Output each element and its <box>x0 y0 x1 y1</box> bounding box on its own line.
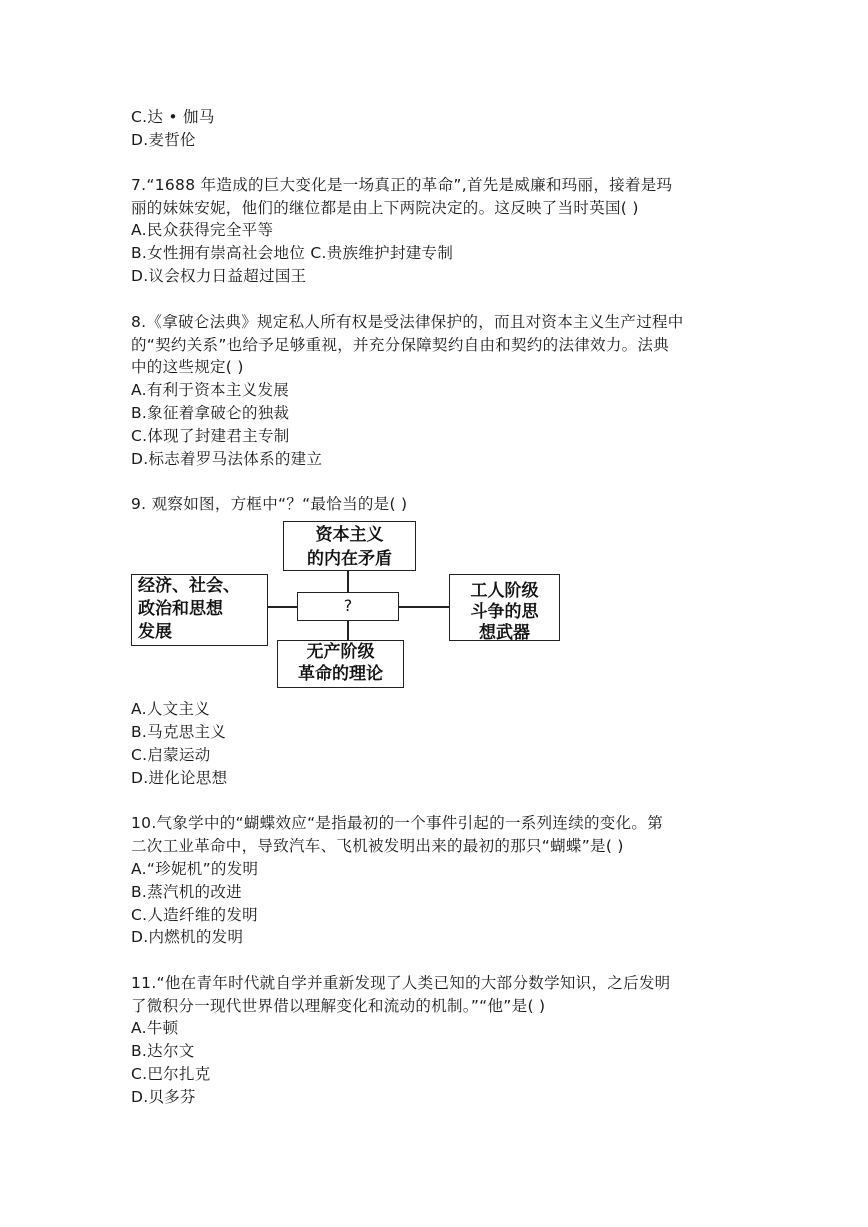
box-top-line-1: 资本主义 <box>315 525 384 545</box>
box-left-line-3: 发展 <box>138 622 172 642</box>
concept-diagram <box>131 521 563 689</box>
text-line: 10.气象学中的“蝴蝶效应“是指最初的一个事件引起的一系列连续的变化。第 <box>131 814 664 832</box>
text-line: 的“契约关系”也给予足够重视，并充分保障契约自由和契约的法律效力。法典 <box>131 336 670 354</box>
box-right-line-3: 想武器 <box>479 623 530 643</box>
text-line: 8.《拿破仑法典》规定私人所有权是受法律保护的，而且对资本主义生产过程中 <box>131 313 684 331</box>
box-bottom <box>277 640 404 688</box>
box-left-line-2: 政治和思想 <box>138 599 223 619</box>
box-top-line-2: 的内在矛盾 <box>307 549 392 569</box>
text-line: B.女性拥有崇高社会地位 C.贵族维护封建专制 <box>131 244 454 262</box>
text-line: 二次工业革命中，导致汽车、飞机被发明出来的最初的那只“蝴蝶”是( ) <box>131 837 624 855</box>
connector-right <box>399 606 449 608</box>
text-line: A.有利于资本主义发展 <box>131 381 290 399</box>
text-line: A.人文主义 <box>131 700 211 718</box>
text-line: 了微积分一现代世界借以理解变化和流动的机制。”“他”是( ) <box>131 997 546 1015</box>
box-left-line-1: 经济、社会、 <box>138 576 240 596</box>
connector-left <box>268 606 297 608</box>
text-line: C.启蒙运动 <box>131 746 211 764</box>
box-bottom-line-2: 革命的理论 <box>298 664 383 684</box>
box-top <box>283 521 416 571</box>
text-line: D.进化论思想 <box>131 769 228 787</box>
text-line: 丽的妹妹安妮，他们的继位都是由上下两院决定的。这反映了当时英国( ) <box>131 199 639 217</box>
text-line: B.象征着拿破仑的独裁 <box>131 404 290 422</box>
box-bottom-line-1: 无产阶级 <box>306 642 375 662</box>
text-line: B.马克思主义 <box>131 723 227 741</box>
text-line: A.“珍妮机”的发明 <box>131 860 259 878</box>
text-line: D.麦哲伦 <box>131 131 196 149</box>
text-line: D.议会权力日益超过国王 <box>131 267 307 285</box>
connector-top <box>347 571 349 592</box>
box-left <box>131 574 268 646</box>
text-line: C.体现了封建君主专制 <box>131 427 290 445</box>
text-line: 9. 观察如图，方框中“？“最恰当的是( ) <box>131 495 408 513</box>
text-line: B.达尔文 <box>131 1042 195 1060</box>
text-line: D.标志着罗马法体系的建立 <box>131 450 323 468</box>
box-right-line-1: 工人阶级 <box>470 581 539 601</box>
text-line: D.贝多芬 <box>131 1088 196 1106</box>
text-line: C.人造纤维的发明 <box>131 906 258 924</box>
text-line: 中的这些规定( ) <box>131 358 244 376</box>
box-center-question <box>297 592 399 621</box>
text-line: 11.“他在青年时代就自学并重新发现了人类已知的大部分数学知识，之后发明 <box>131 974 671 992</box>
box-center-label: ? <box>343 596 353 615</box>
box-right-line-2: 斗争的思 <box>470 602 539 622</box>
box-right <box>449 574 560 641</box>
text-line: 7.“1688 年造成的巨大变化是一场真正的革命”,首先是威廉和玛丽，接着是玛 <box>131 176 673 194</box>
text-line: C.达 • 伽马 <box>131 108 215 126</box>
connector-bottom <box>347 621 349 640</box>
text-line: A.牛顿 <box>131 1019 179 1037</box>
text-line: D.内燃机的发明 <box>131 928 244 946</box>
text-line: A.民众获得完全平等 <box>131 221 274 239</box>
text-line: B.蒸汽机的改进 <box>131 883 242 901</box>
text-line: C.巴尔扎克 <box>131 1065 211 1083</box>
